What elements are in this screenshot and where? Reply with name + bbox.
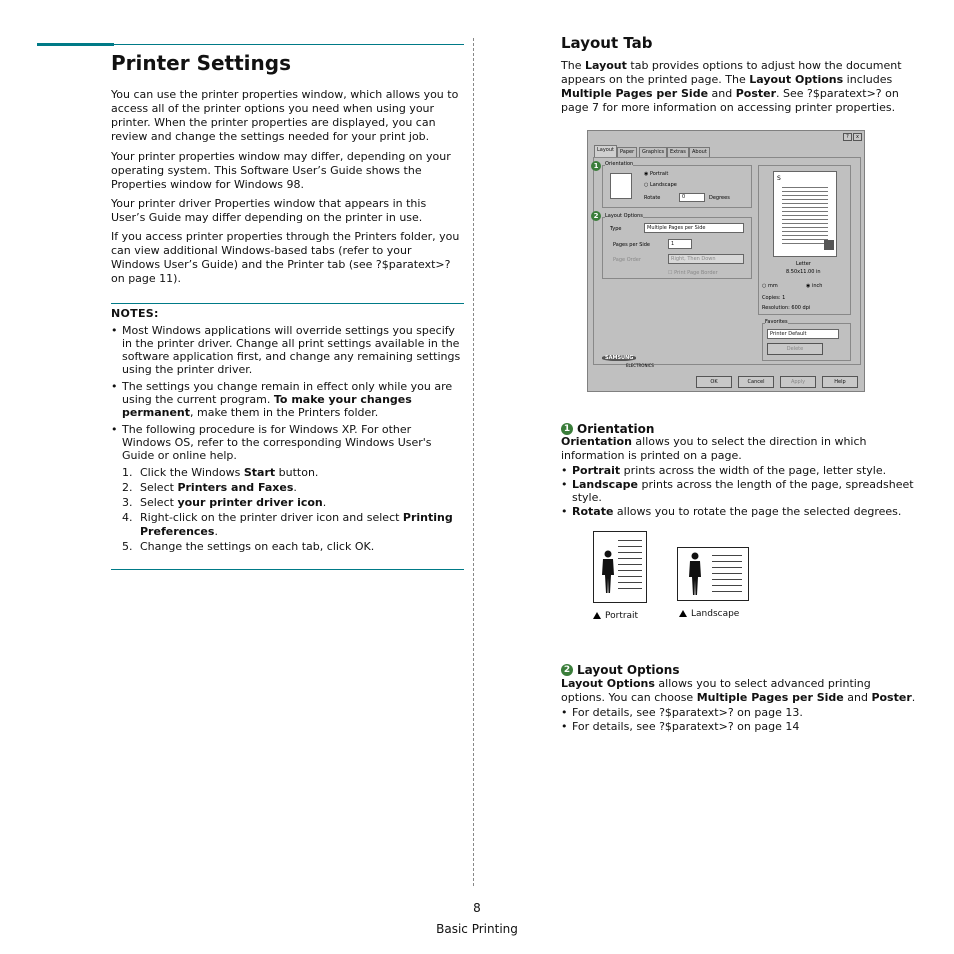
step-item: 2. Select Printers and Faxes.: [122, 481, 297, 494]
intro-paragraph: You can use the printer properties window, which allows you to access all of the printer options you need when using your printer. When the printer properties are displayed, you can review and change the settings needed for your print job.: [111, 88, 459, 143]
type-label: Type: [610, 226, 622, 232]
page-order-label: Page Order: [613, 257, 641, 263]
favorites-select[interactable]: Printer Default: [767, 329, 839, 339]
header-rule: [114, 44, 464, 45]
step-item: 1. Click the Windows Start button.: [122, 466, 319, 479]
layout-options-heading: 2 Layout Options: [561, 659, 916, 678]
marker-1-icon: 1: [561, 423, 573, 435]
orientation-item: • Landscape prints across the length of the page, spreadsheet style.: [561, 478, 916, 504]
cancel-button[interactable]: Cancel: [738, 376, 774, 388]
landscape-caption: Landscape: [679, 609, 739, 619]
marker-2-icon: 2: [591, 211, 601, 221]
copies-text: Copies: 1: [762, 295, 786, 301]
layout-option-item: • For details, see ?$paratext>? on page 14: [561, 720, 916, 733]
tab-layout[interactable]: Layout: [594, 145, 617, 158]
driver-paragraph: Your printer driver Properties window that appears in this User’s Guide may differ depending on the printer in use.: [111, 197, 427, 224]
note-item: • Most Windows applications will override settings you specify in the printer driver. Change all print settings available in the software application first, and change any remaining settings using the printer driver.: [111, 324, 463, 376]
layout-options-desc: Layout Options allows you to select advanced printing options. You can choose Multiple Pages per Side and Poster.: [561, 677, 916, 704]
rotate-label: Rotate: [644, 195, 661, 201]
note-item: • The settings you change remain in effect only while you are using the current program. To make your changes permanent, make them in the Printers folder.: [111, 380, 463, 419]
electronics-label: ELECTRONICS: [626, 363, 654, 368]
pages-per-side-select[interactable]: 1: [668, 239, 692, 249]
favorites-label: Favorites: [765, 319, 788, 325]
layout-options-label: Layout Options: [605, 213, 643, 219]
step-item: 3. Select your printer driver icon.: [122, 496, 327, 509]
step-item: 4. Right-click on the printer driver icon and select Printing Preferences.: [122, 511, 453, 538]
notes-title: NOTES:: [111, 307, 159, 320]
landscape-figure: [677, 547, 749, 601]
triangle-icon: [679, 610, 687, 617]
unit-inch-radio[interactable]: ◉ inch: [806, 283, 823, 289]
orientation-heading: 1 Orientation: [561, 418, 916, 437]
portrait-radio[interactable]: ◉ Portrait: [644, 171, 669, 177]
portrait-caption: Portrait: [593, 611, 638, 621]
degrees-label: Degrees: [709, 195, 730, 201]
step-item: 5. Change the settings on each tab, click OK.: [122, 540, 375, 553]
rotate-select[interactable]: 0: [679, 193, 705, 202]
notes-rule-top: [111, 303, 464, 304]
apply-button[interactable]: Apply: [780, 376, 816, 388]
orientation-item: • Rotate allows you to rotate the page the selected degrees.: [561, 505, 916, 518]
paper-size: 8.50x11.00 in: [786, 269, 821, 275]
samsung-logo: SAMSUNG: [602, 355, 636, 361]
triangle-icon: [593, 612, 601, 619]
help-icon[interactable]: ?: [843, 133, 852, 141]
layout-options-list: [561, 706, 916, 734]
orientation-item: • Portrait prints across the width of the page, letter style.: [561, 464, 916, 477]
tab-extras[interactable]: Extras: [667, 147, 689, 158]
person-icon: [600, 550, 616, 594]
print-border-checkbox[interactable]: ☐ Print Page Border: [668, 270, 718, 276]
notes-rule-bottom: [111, 569, 464, 570]
orientation-label: Orientation: [605, 161, 634, 167]
ok-button[interactable]: OK: [696, 376, 732, 388]
orientation-desc: Orientation allows you to select the direction in which information is printed on a page.: [561, 435, 867, 462]
footer-section: Basic Printing: [436, 922, 518, 936]
tab-paper[interactable]: Paper: [617, 147, 637, 158]
help-button[interactable]: Help: [822, 376, 858, 388]
page-title: Printer Settings: [111, 51, 291, 75]
printers-folder-paragraph: If you access printer properties through the Printers folder, you can view additional Windows-based tabs (refer to your Windows User’s Guide) and the Printer tab (see ?$paratext>? on page 11).: [111, 230, 460, 285]
tab-about[interactable]: About: [689, 147, 710, 158]
steps-list: [122, 466, 463, 554]
close-icon[interactable]: x: [853, 133, 862, 141]
person-icon: [686, 552, 704, 596]
layout-intro: The Layout tab provides options to adjust how the document appears on the printed page. The Layout Options includes Multiple Pages per Side and Poster. See ?$paratext>? on page 7 for more information on accessing printer properties.: [561, 59, 902, 114]
page-preview: S: [773, 171, 837, 257]
portrait-figure: [593, 531, 647, 603]
delete-button[interactable]: Delete: [767, 343, 823, 355]
page-number: 8: [473, 901, 481, 915]
marker-1-icon: 1: [591, 161, 601, 171]
section-title: Layout Tab: [561, 34, 653, 52]
paper-name: Letter: [796, 261, 811, 267]
type-select[interactable]: Multiple Pages per Side: [644, 223, 744, 233]
orientation-preview-icon: [610, 173, 632, 199]
column-divider: [473, 38, 474, 886]
resolution-text: Resolution: 600 dpi: [762, 305, 811, 311]
note-item: • The following procedure is for Windows XP. For other Windows OS, refer to the corresponding Windows User's Guide or online help.: [111, 423, 463, 462]
tab-graphics[interactable]: Graphics: [639, 147, 667, 158]
header-accent-bar: [37, 43, 114, 46]
landscape-radio[interactable]: ○ Landscape: [644, 182, 677, 188]
page-order-select[interactable]: Right, Then Down: [668, 254, 744, 264]
orientation-list: [561, 464, 916, 519]
unit-mm-radio[interactable]: ○ mm: [762, 283, 778, 289]
pages-per-side-label: Pages per Side: [613, 242, 651, 248]
os-paragraph: Your printer properties window may differ, depending on your operating system. This Software User’s Guide shows the Properties window for Windows 98.: [111, 150, 451, 191]
notes-list: [111, 324, 463, 555]
layout-option-item: • For details, see ?$paratext>? on page 13.: [561, 706, 916, 719]
printer-properties-dialog: [587, 130, 865, 392]
marker-2-icon: 2: [561, 664, 573, 676]
